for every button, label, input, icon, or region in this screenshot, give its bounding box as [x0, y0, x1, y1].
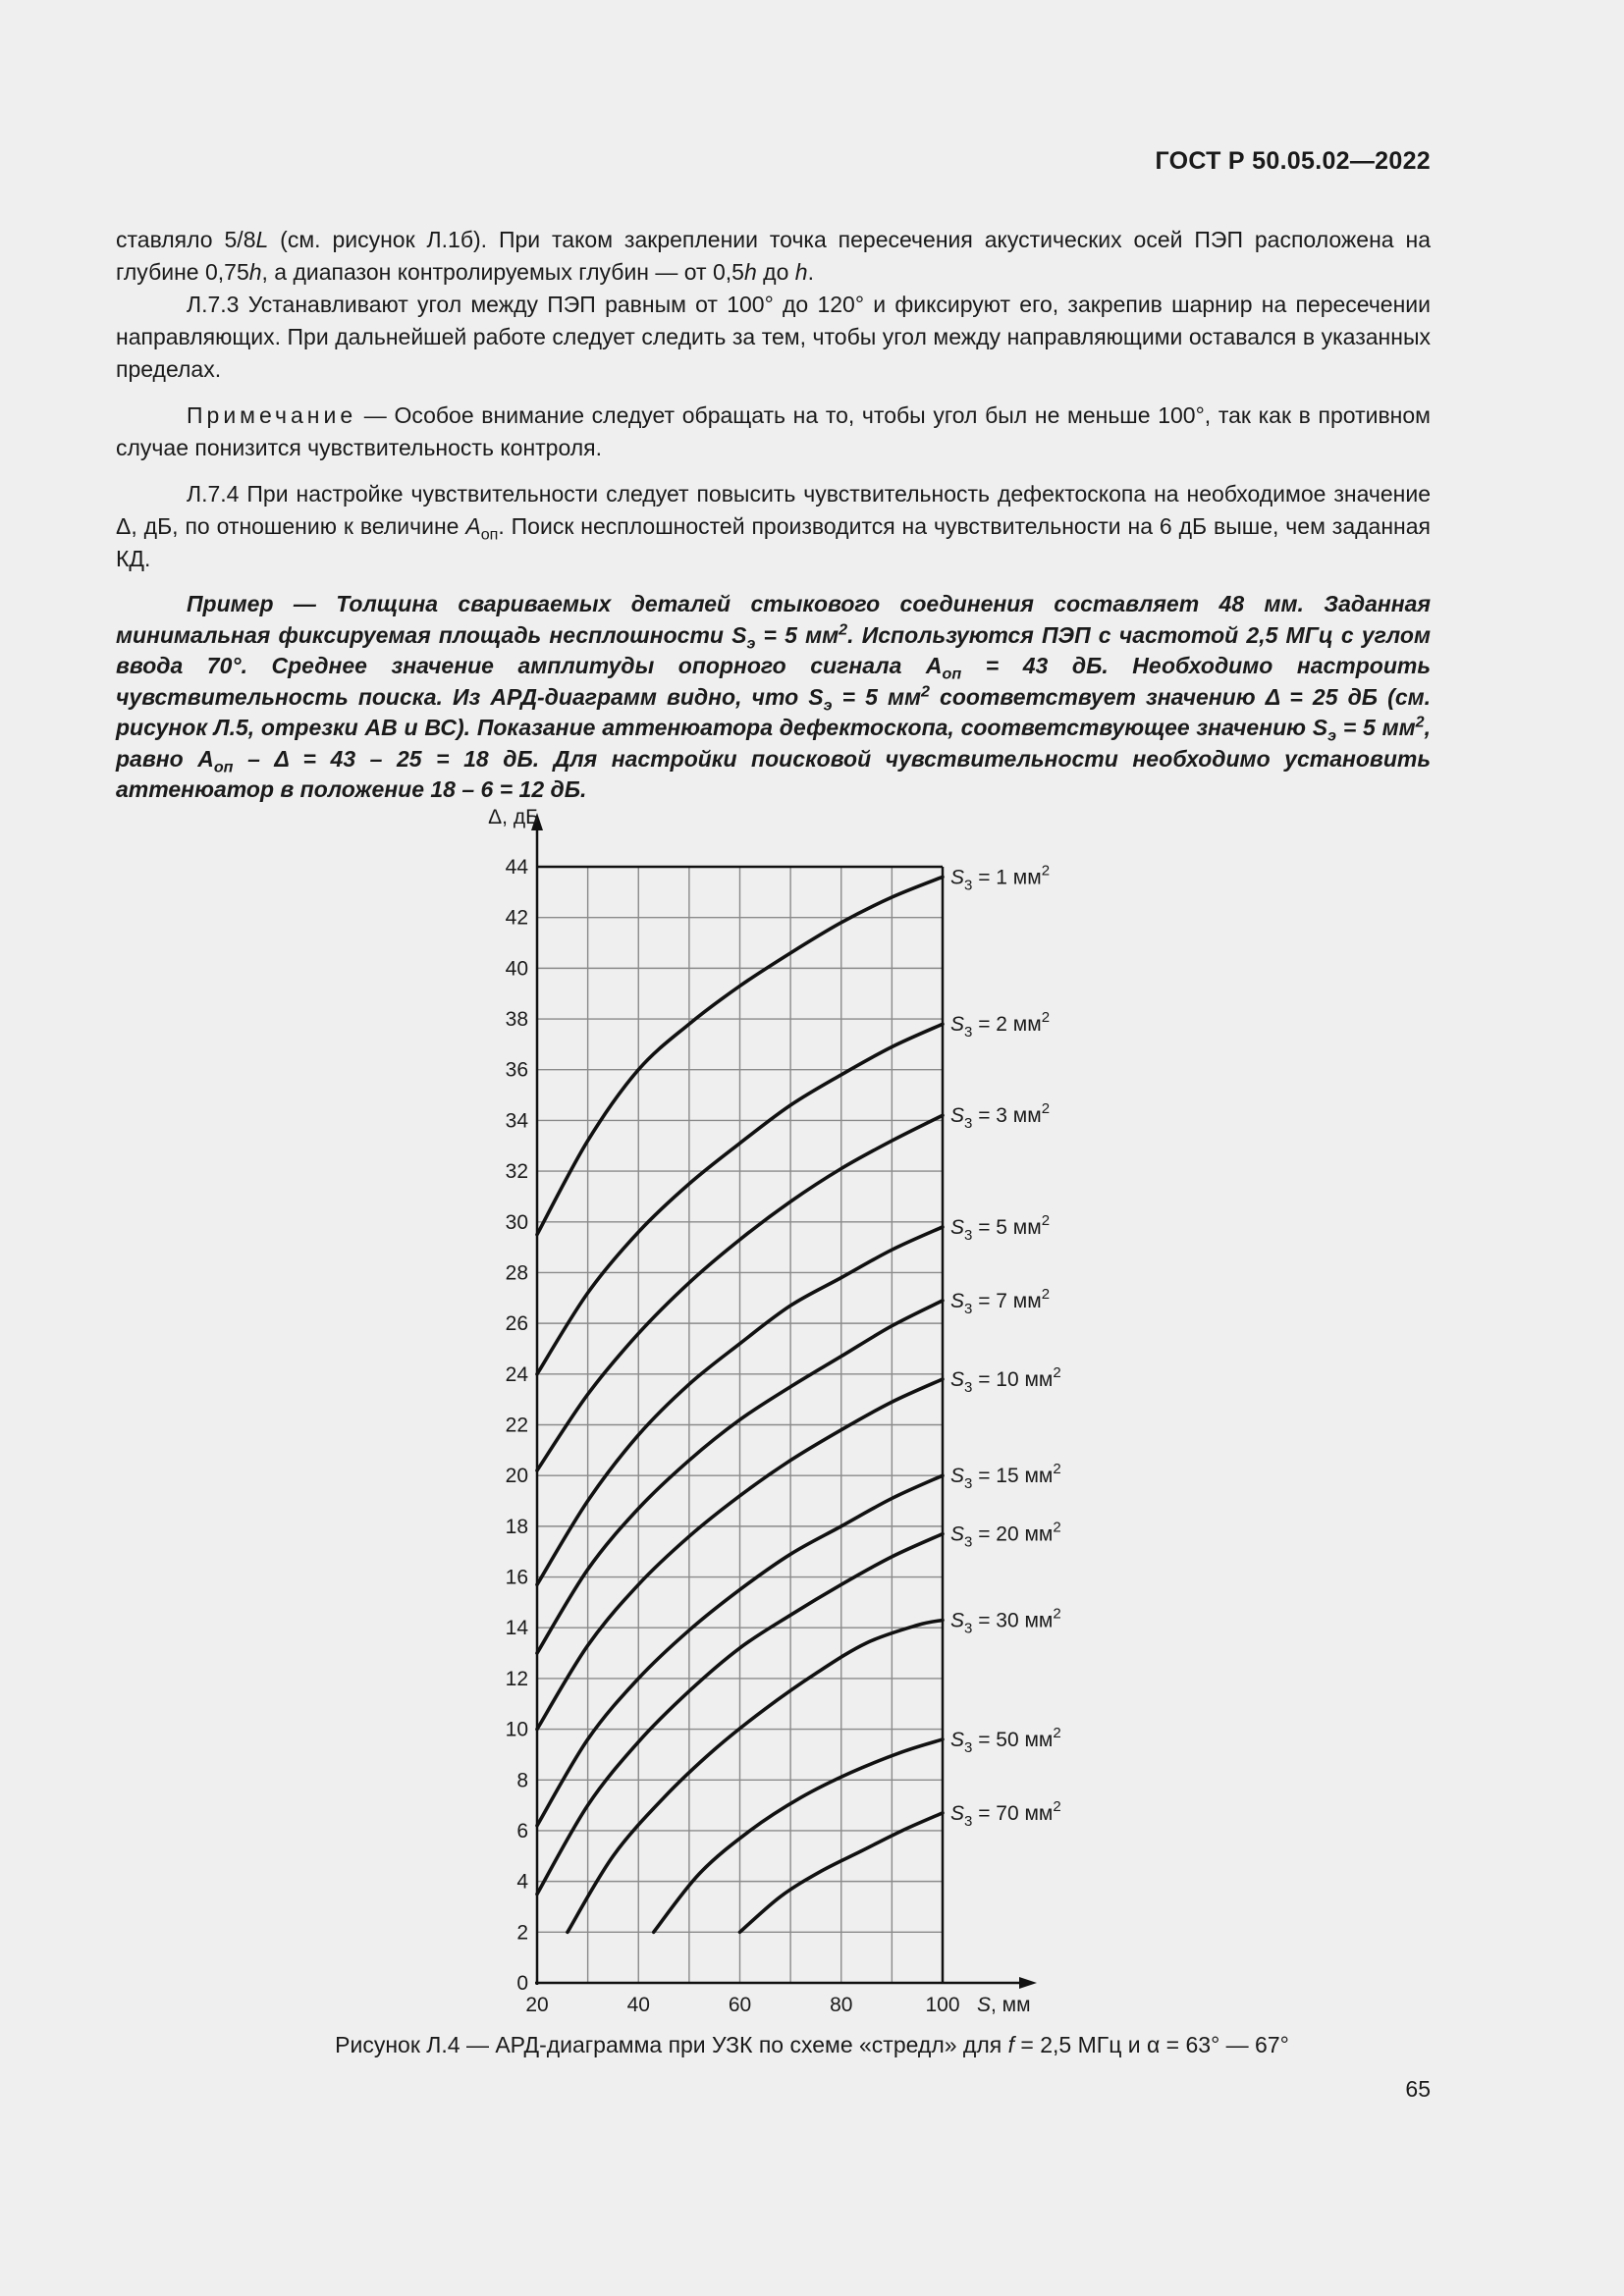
y-tick-label: 24: [505, 1362, 528, 1386]
body-text: [116, 224, 1431, 806]
paragraph-l74: Л.7.4 При настройке чувствительности следует повысить чувствительность дефектоскопа на необходимое значение Δ, дБ, по отношению к величине $A_{оп}$. Поиск несплошностей производится на чувствительности на 6 дБ выше, чем заданная КД.: [116, 481, 1431, 571]
curve-label-s30: $S_3 = 30$ $мм^2$: [950, 1605, 1061, 1637]
y-tick-label: 28: [505, 1261, 528, 1285]
y-tick-label: 8: [516, 1769, 528, 1792]
curve-s30: [568, 1620, 943, 1932]
y-tick-label: 36: [505, 1058, 528, 1082]
document-header: ГОСТ Р 50.05.02—2022: [1155, 147, 1431, 175]
y-tick-label: 44: [505, 856, 528, 879]
y-tick-label: 20: [505, 1465, 528, 1488]
curve-label-s70: $S_3 = 70$ $мм^2$: [950, 1797, 1061, 1830]
x-tick-label: 80: [830, 1994, 853, 2016]
y-tick-label: 16: [505, 1566, 528, 1589]
example-paragraph: Пример — Толщина свариваемых деталей стыкового соединения составляет 48 мм. Заданная минимальная фиксируемая площадь несплошности $S_э = 5$ $мм^2$. Используются ПЭП с частотой 2,5 МГц с углом ввода 70°. Среднее значение амплитуды опорного сигнала $A_{оп} = 43$ дБ. Необходимо настроить чувствительность поиска. Из АРД-диаграмм видно, что $S_э = 5$ $мм^2$ соответствует значению Δ = 25 дБ (см. рисунок Л.5, отрезки АВ и ВС). Показание аттенюатора дефектоскопа, соответствующее значению $S_э = 5$ $мм^2$, равно $A_{оп} - \Delta = 43 - 25 = 18$ дБ. Для настройки поисковой чувствительности необходимо установить аттенюатор в положение 18 – 6 = 12 дБ.: [116, 591, 1432, 802]
y-tick-label: 0: [516, 1972, 528, 1995]
curve-label-s5: $S_3 = 5$ $мм^2$: [950, 1211, 1051, 1244]
y-tick-label: 4: [516, 1870, 528, 1894]
note: Примечание — Особое внимание следует обращать на то, чтобы угол был не меньше 100°, так как в противном случае понизится чувствительность контроля.: [116, 402, 1431, 460]
y-tick-label: 6: [516, 1819, 528, 1842]
curve-label-s15: $S_3 = 15$ $мм^2$: [950, 1461, 1061, 1493]
x-tick-label: 40: [626, 1994, 650, 2016]
y-tick-label: 22: [505, 1414, 528, 1437]
y-tick-label: 34: [505, 1109, 528, 1133]
x-axis-label: S, мм: [977, 1994, 1031, 2016]
y-tick-label: 38: [505, 1008, 528, 1032]
page-number: 65: [1405, 2076, 1431, 2102]
curve-label-s10: $S_3 = 10$ $мм^2$: [950, 1363, 1061, 1396]
y-tick-label: 26: [505, 1312, 528, 1336]
y-tick-label: 2: [516, 1921, 528, 1945]
curve-label-s50: $S_3 = 50$ $мм^2$: [950, 1724, 1061, 1756]
paragraph-l73: Л.7.3 Устанавливают угол между ПЭП равным от 100° до 120° и фиксируют его, закрепив шарнир на пересечении направляющих. При дальнейшей работе следует следить за тем, чтобы угол между направляющими оставался в указанных пределах.: [116, 292, 1431, 382]
x-axis-arrow: [1019, 1977, 1037, 1989]
curve-label-s20: $S_3 = 20$ $мм^2$: [950, 1519, 1061, 1551]
paragraph-continuation: ставляло 5/8L (см. рисунок Л.1б). При таком закреплении точка пересечения акустических осей ПЭП расположена на глубине 0,75h, а диапазон контролируемых глубин — от 0,5h до h.: [116, 227, 1431, 285]
y-axis-label: Δ, дБ: [488, 806, 539, 828]
y-tick-label: 42: [505, 906, 528, 930]
figure-caption: Рисунок Л.4 — АРД-диаграмма при УЗК по схеме «стредл» для f = 2,5 МГц и α = 63° — 67°: [335, 2032, 1289, 2057]
y-tick-label: 12: [505, 1667, 528, 1690]
y-tick-label: 40: [505, 957, 528, 981]
curve-s50: [654, 1739, 943, 1932]
curve-label-s2: $S_3 = 2$ $мм^2$: [950, 1009, 1051, 1041]
y-tick-label: 30: [505, 1210, 528, 1234]
ard-chart-svg: [452, 795, 1100, 2017]
y-tick-label: 32: [505, 1160, 528, 1184]
y-tick-label: 10: [505, 1718, 528, 1741]
x-tick-label: 100: [925, 1994, 960, 2016]
y-tick-label: 14: [505, 1617, 528, 1640]
curve-label-s3: $S_3 = 3$ $мм^2$: [950, 1100, 1051, 1133]
curve-label-s1: $S_3 = 1$ $мм^2$: [950, 862, 1051, 894]
x-tick-label: 60: [728, 1994, 752, 2016]
curve-label-s7: $S_3 = 7$ $мм^2$: [950, 1285, 1051, 1317]
note-label: Примечание: [187, 402, 357, 428]
x-tick-label: 20: [525, 1994, 549, 2016]
y-tick-label: 18: [505, 1515, 528, 1538]
ard-chart: [452, 795, 1100, 2017]
